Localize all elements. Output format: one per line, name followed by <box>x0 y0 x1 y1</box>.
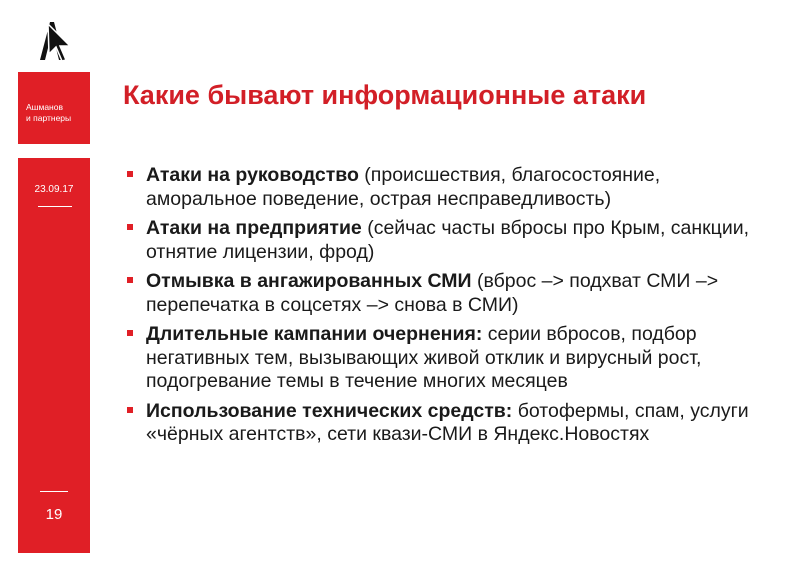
bullet-text: ботофермы, спам, услуги «чёрных агентств», сети квази-СМИ в Яндекс.Новостях <box>146 399 749 445</box>
bullet-item <box>127 217 767 264</box>
slide-title: Какие бывают информационные атаки <box>123 80 647 110</box>
bullet-heading: Атаки на предприятие <box>146 217 362 239</box>
page-number-divider <box>40 491 68 492</box>
bullet-marker-icon <box>127 171 133 177</box>
slide-date: 23.09.17 <box>34 184 74 195</box>
bullet-heading: Использование технических средств: <box>146 399 513 422</box>
side-bar <box>18 158 90 553</box>
bullet-item <box>127 164 767 211</box>
bullet-heading: Атаки на руководство <box>146 164 359 186</box>
bullet-heading: Отмывка в ангажированных СМИ <box>146 270 472 292</box>
ai-cursor-logo-icon <box>36 16 72 62</box>
brand-name: Ашманов и партнеры <box>26 102 72 123</box>
bullet-list <box>127 164 767 453</box>
bullet-heading: Длительные кампании очернения: <box>146 323 483 345</box>
brand-box <box>18 72 90 144</box>
bullet-item <box>127 400 767 447</box>
bullet-text: (сейчас часты вбросы про Крым, санкции, отнятие лицензии, фрод) <box>146 217 750 263</box>
bullet-text: серии вбросов, подбор негативных тем, вызывающих живой отклик и вирусный рост, подогревание темы в течение многих месяцев <box>146 323 702 392</box>
bullet-item <box>127 270 767 317</box>
bullet-item <box>127 323 767 394</box>
bullet-marker-icon <box>127 224 133 230</box>
bullet-text: (вброс –> подхват СМИ –> перепечатка в соцсетях –> снова в СМИ) <box>146 270 719 316</box>
page-number: 19 <box>45 506 63 523</box>
date-divider <box>38 206 72 207</box>
bullet-text: (происшествия, благосостояние, аморальное поведение, острая несправедливость) <box>146 164 661 210</box>
bullet-marker-icon <box>127 407 133 413</box>
bullet-marker-icon <box>127 330 133 336</box>
bullet-marker-icon <box>127 277 133 283</box>
